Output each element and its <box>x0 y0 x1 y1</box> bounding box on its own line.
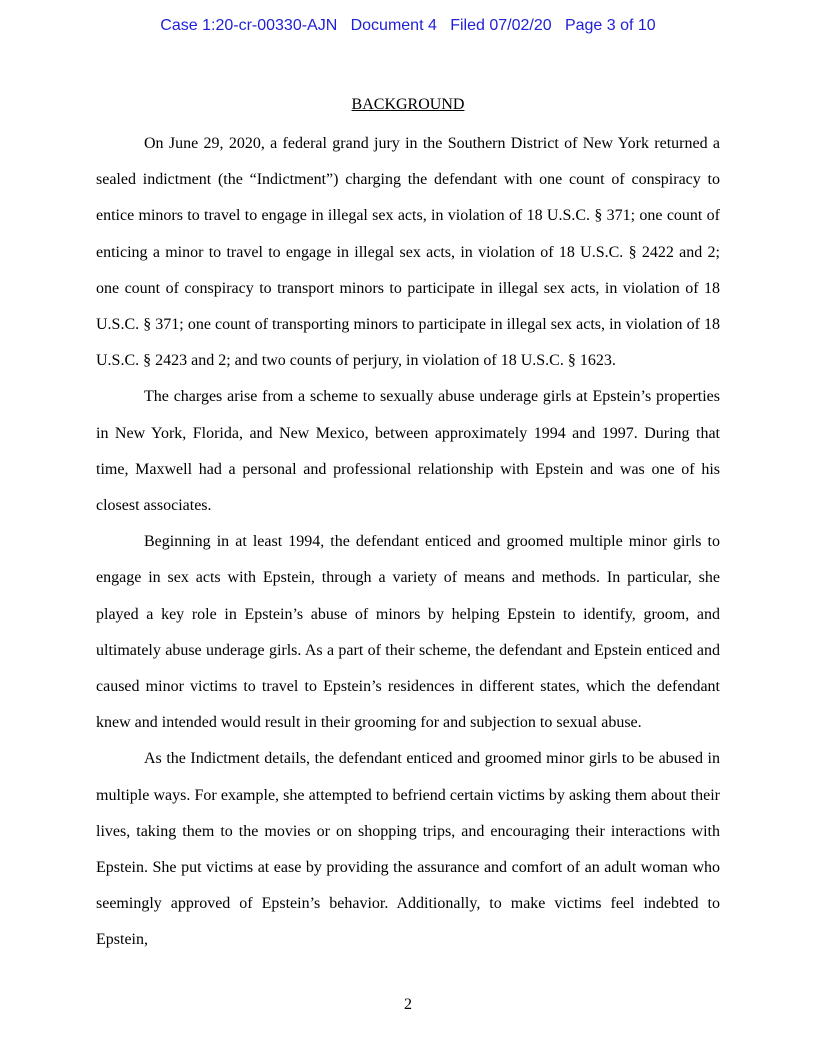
paragraph: As the Indictment details, the defendant enticed and groomed minor girls to be abused in multiple ways. For example, she attempted to befriend certain victims by asking them about their lives, taking them to the movies or on shopping trips, and encouraging their interactions with Epstein. She put victims at ease by providing the assurance and comfort of an adult woman who seemingly approved of Epstein’s behavior. Additionally, to make victims feel indebted to Epstein, <box>96 750 720 949</box>
body-text <box>96 126 720 959</box>
page-number: 2 <box>404 996 412 1013</box>
section-heading-text: BACKGROUND <box>351 96 465 113</box>
paragraph: On June 29, 2020, a federal grand jury in the Southern District of New York returned a sealed indictment (the “Indictment”) charging the defendant with one count of conspiracy to entice minors to travel to engage in illegal sex acts, in violation of 18 U.S.C. § 371; one count of enticing a minor to travel to engage in illegal sex acts, in violation of 18 U.S.C. § 2422 and 2; one count of conspiracy to transport minors to participate in illegal sex acts, in violation of 18 U.S.C. § 371; one count of transporting minors to participate in illegal sex acts, in violation of 18 U.S.C. § 2423 and 2; and two counts of perjury, in violation of 18 U.S.C. § 1623. <box>96 135 720 370</box>
section-heading <box>0 96 816 114</box>
paragraph: The charges arise from a scheme to sexually abuse underage girls at Epstein’s properties in New York, Florida, and New Mexico, between approximately 1994 and 1997. During that time, Maxwell had a personal and professional relationship with Epstein and was one of his closest associates. <box>96 388 720 515</box>
ecf-filing-header: Case 1:20-cr-00330-AJN Document 4 Filed 07/02/20 Page 3 of 10 <box>160 17 656 34</box>
paragraph: Beginning in at least 1994, the defendant enticed and groomed multiple minor girls to engage in sex acts with Epstein, through a variety of means and methods. In particular, she played a key role in Epstein’s abuse of minors by helping Epstein to identify, groom, and ultimately abuse underage girls. As a part of their scheme, the defendant and Epstein enticed and caused minor victims to travel to Epstein’s residences in different states, which the defendant knew and intended would result in their grooming for and subjection to sexual abuse. <box>96 533 720 732</box>
